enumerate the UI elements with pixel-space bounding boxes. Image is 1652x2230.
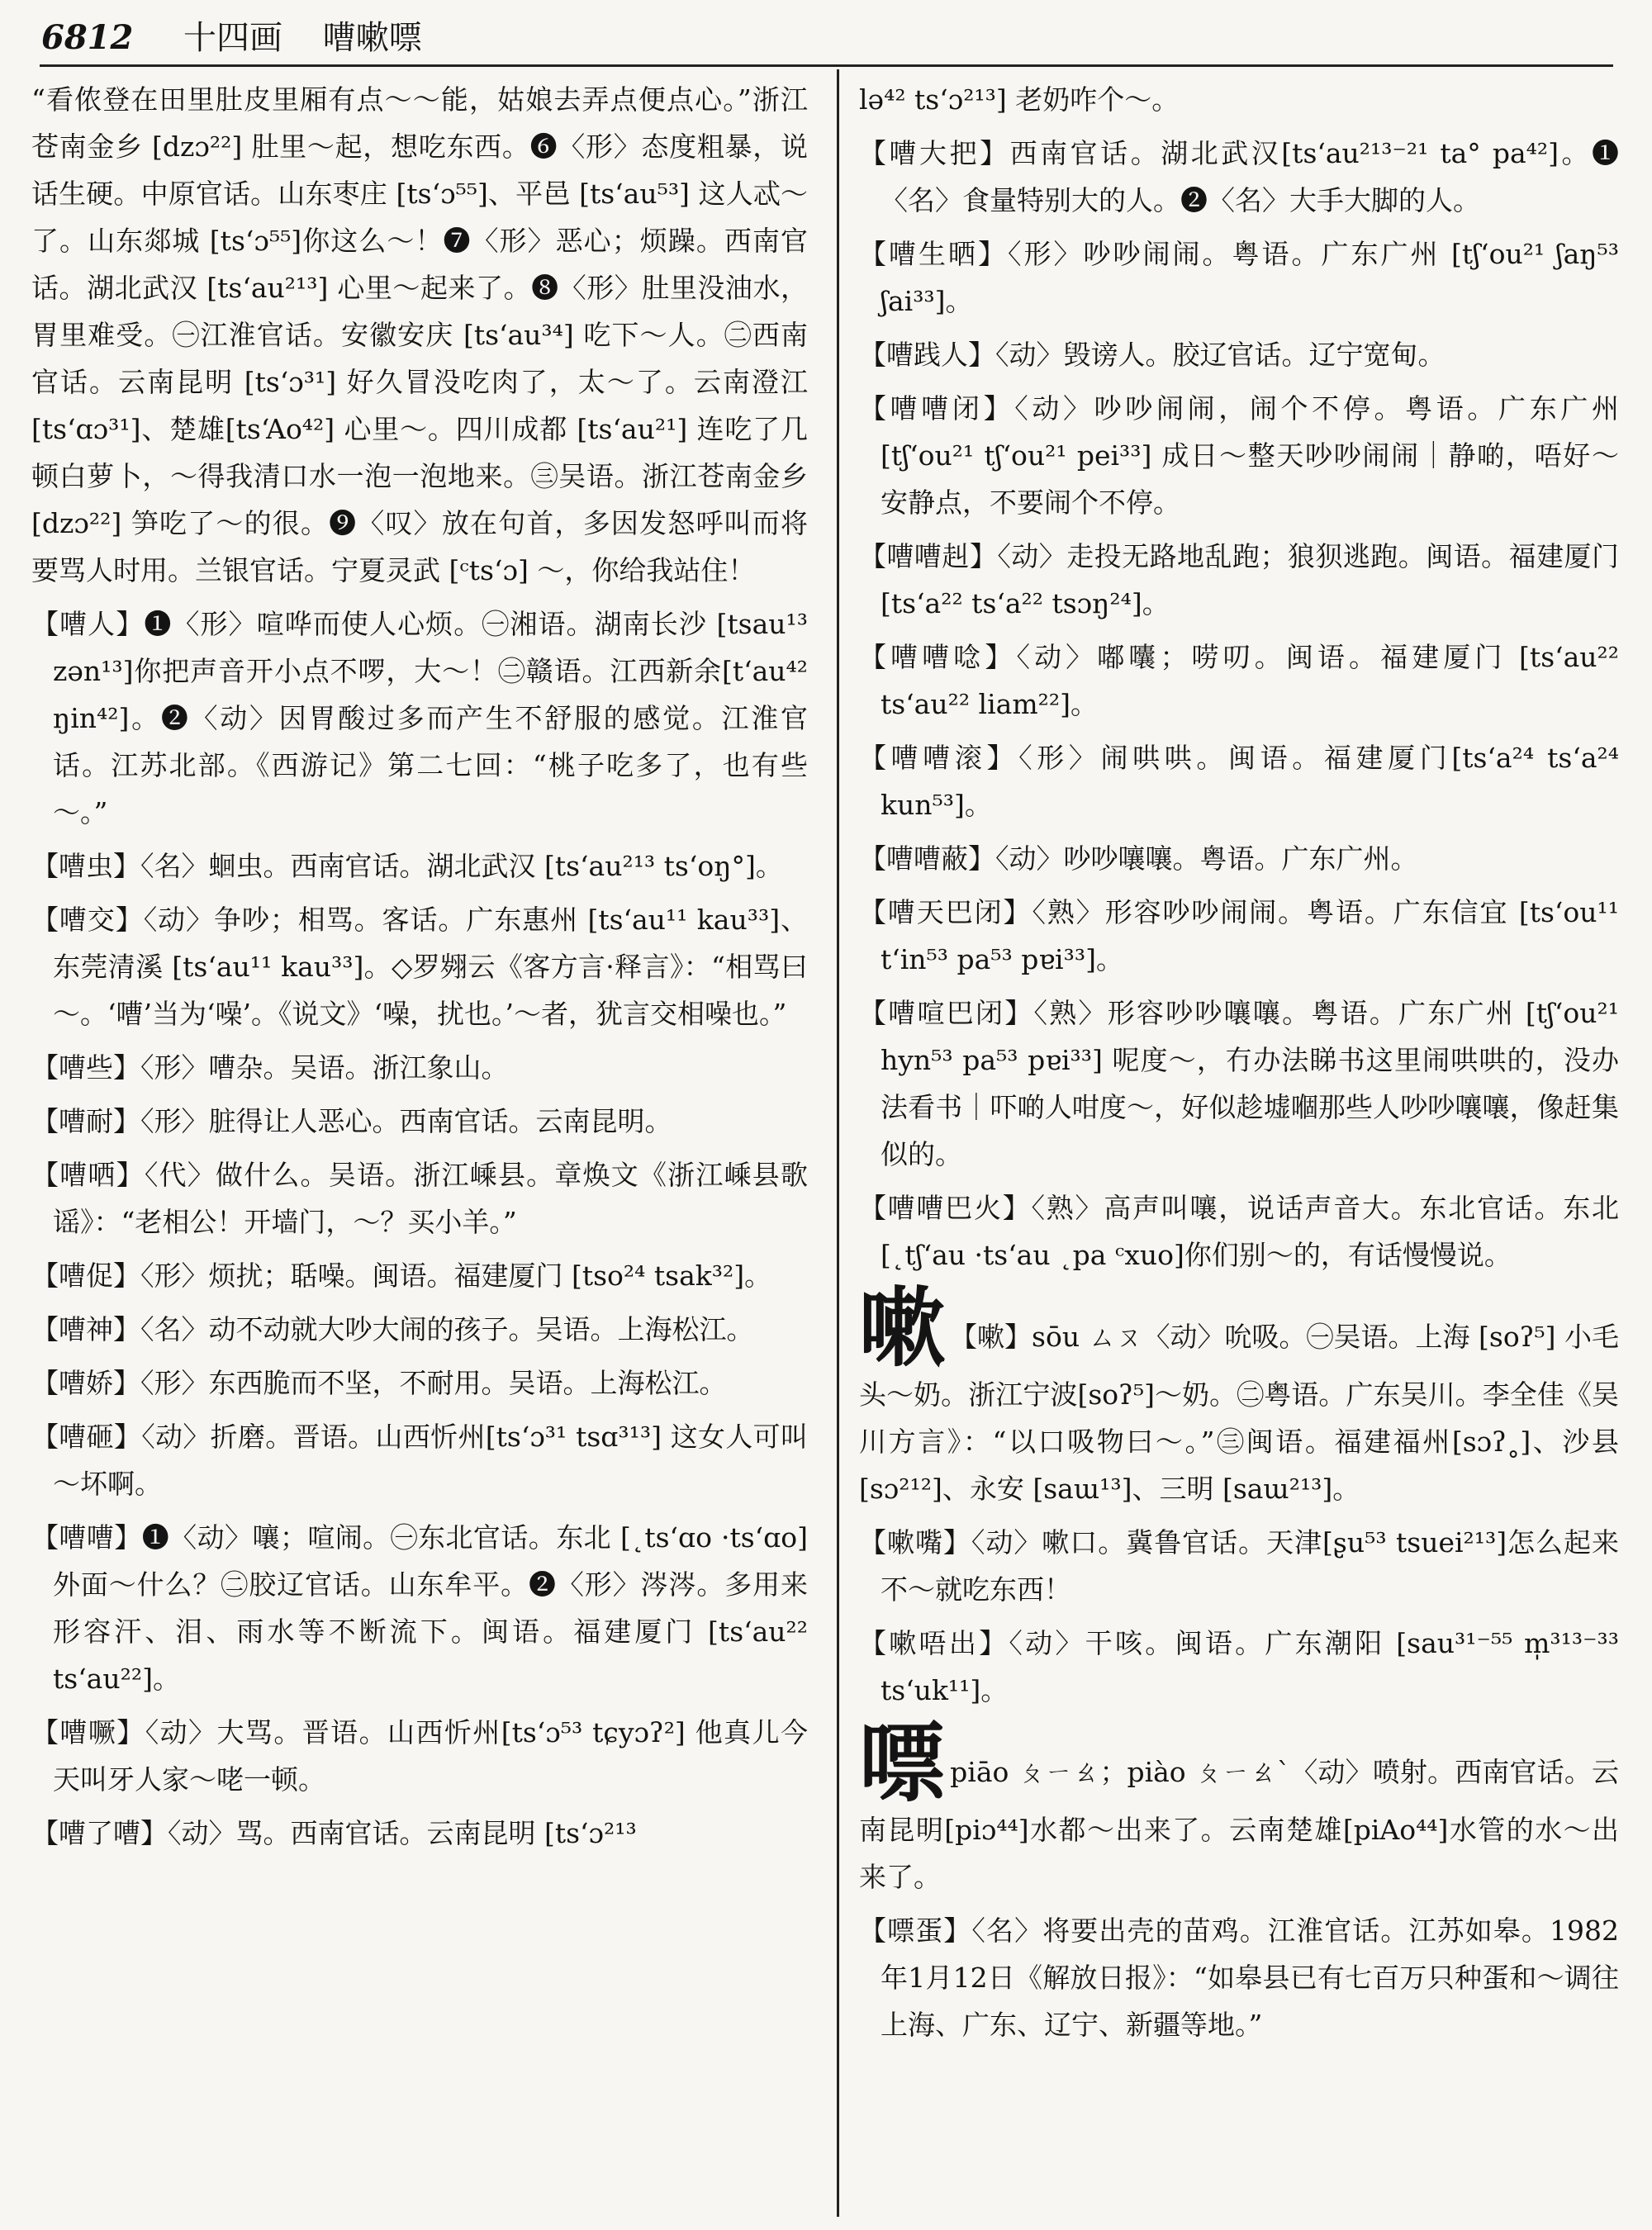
entry-cao-cao-jiu: 【嘈嘈赳】〈动〉走投无路地乱跑；狼狈逃跑。闽语。福建厦门 [tsʻa²² tsʻa²² tsɔŋ²⁴]。 — [859, 540, 1619, 619]
entry-cao-nai: 【嘈耐】〈形〉脏得让人恶心。西南官话。云南昆明。 — [31, 1105, 672, 1137]
entry-cao-da-ba: 【嘈大把】西南官话。湖北武汉[tsʻau²¹³⁻²¹ ta° pa⁴²]。❶〈名〉食量特别大的人。❷〈名〉大手大脚的人。 — [859, 137, 1619, 216]
entry-cao-shen: 【嘈神】〈名〉动不动就大吵大闹的孩子。吴语。上海松江。 — [31, 1313, 754, 1345]
entry-cao-jue: 【嘈噘】〈动〉大骂。晋语。山西忻州[tsʻɔ⁵³ tɕyɔʔ²] 他真儿今天叫牙人家～咾一顿。 — [31, 1716, 808, 1796]
entry-cao-cao: 【嘈嘈】❶〈动〉嚷；喧闹。㊀东北官话。东北 [˛tsʻɑo ·tsʻɑo] 外面～什么？㊁胶辽官话。山东牟平。❷〈形〉涔涔。多用来形容汗、泪、雨水等不断流下。闽语。福建厦门 [tsʻau²² tsʻau²²]。 — [31, 1521, 808, 1695]
right-column — [859, 76, 1619, 2220]
left-column — [31, 76, 808, 2220]
page-number: 6812 — [41, 18, 134, 57]
entry-cao-shen-dai: 【嘈哂】〈代〉做什么。吴语。浙江嵊县。章焕文《浙江嵊县歌谣》：“老相公！开墙门，～？买小羊。” — [31, 1159, 808, 1238]
entry-cao-chong: 【嘈虫】〈名〉蛔虫。西南官话。湖北武汉 [tsʻau²¹³ tsʻoŋ°]。 — [31, 850, 783, 882]
entry-cao-sheng-shai: 【嘈生晒】〈形〉吵吵闹闹。粤语。广东广州 [tʃʻou²¹ ʃaŋ⁵³ ʃai³³]。 — [859, 238, 1619, 317]
entry-cao-za: 【嘈砸】〈动〉折磨。晋语。山西忻州[tsʻɔ³¹ tsɑ³¹³] 这女人可叫～坏啊。 — [31, 1421, 808, 1500]
column-divider — [837, 69, 839, 2217]
entry-cao-cu: 【嘈促】〈形〉烦扰；聒噪。闽语。福建厦门 [tso²⁴ tsak³²]。 — [31, 1260, 772, 1292]
entry-cao-cao-gun: 【嘈嘈滚】〈形〉闹哄哄。闽语。福建厦门[tsʻa²⁴ tsʻa²⁴ kun⁵³]。 — [859, 742, 1619, 821]
entry-continuation: “看侬登在田里肚皮里厢有点～～能，姑娘去弄点便点心。”浙江苍南金乡 [dzɔ²²] 肚里～起，想吃东西。❻〈形〉态度粗暴，说话生硬。中原官话。山东枣庄 [tsʻɔ⁵⁵]、平邑 [tsʻau⁵³] 这人忒～了。山东郯城 [tsʻɔ⁵⁵]你这么～！❼〈形〉恶心；烦躁。西南官话。湖北武汉 [tsʻau²¹³] 心里～起来了。❽〈形〉肚里没油水，胃里难受。㊀江淮官话。安徽安庆 [tsʻau³⁴] 吃下～人。㊁西南官话。云南昆明 [tsʻɔ³¹] 好久冒没吃肉了，太～了。云南澄江[tsʻɑɔ³¹]、楚雄[tsʻAo⁴²] 心里～。四川成都 [tsʻau²¹] 连吃了几顿白萝卜，～得我清口水一泡一泡地来。㊂吴语。浙江苍南金乡 [dzɔ²²] 笋吃了～的很。❾〈叹〉放在句首，多因发怒呼叫而将要骂人时用。兰银官话。宁夏灵武 [ᶜtsʻɔ] ～，你给我站住！ — [31, 83, 808, 586]
entry-cao-jiao2: 【嘈娇】〈形〉东西脆而不坚，不耐用。吴语。上海松江。 — [31, 1367, 727, 1399]
entry-cao-cao-bi2: 【嘈嘈蔽】〈动〉吵吵嚷嚷。粤语。广东广州。 — [859, 842, 1418, 875]
header-characters: 嘈嗽嘌 — [322, 19, 422, 57]
entry-cao-xie: 【嘈些】〈形〉嘈杂。吴语。浙江象山。 — [31, 1051, 509, 1084]
entry-cao-xuan-ba-bi: 【嘈喧巴闭】〈熟〉形容吵吵嚷嚷。粤语。广东广州 [tʃʻou²¹ hyn⁵³ pa⁵³ pɐi³³] 呢度～，冇办法睇书这里闹哄哄的，没办法看书｜吓啲人咁度～，好似趁墟嗰那些人吵吵嚷嚷，像赶集似的。 — [859, 997, 1619, 1170]
entry-cao-cao-bi: 【嘈嘈闭】〈动〉吵吵闹闹，闹个不停。粤语。广东广州 [tʃʻou²¹ tʃʻou²¹ pei³³] 成日～整天吵吵闹闹｜静啲，唔好～安静点，不要闹个不停。 — [859, 392, 1619, 519]
head-entry-piao-text: piāo ㄆㄧㄠ；piào ㄆㄧㄠˋ〈动〉喷射。西南官话。云南昆明[piɔ⁴⁴]水都～出来了。云南楚雄[piAo⁴⁴]水管的水～出来了。 — [859, 1756, 1619, 1893]
entry-cao-tian-ba-bi: 【嘈天巴闭】〈熟〉形容吵吵闹闹。粤语。广东信宜 [tsʻou¹¹ tʻin⁵³ pa⁵³ pɐi³³]。 — [859, 896, 1619, 975]
entry-cao-ren: 【嘈人】❶〈形〉喧哗而使人心烦。㊀湘语。湖南长沙 [tsau¹³ zən¹³]你把声音开小点不啰，大～！㊁赣语。江西新余[tʻau⁴² ŋin⁴²]。❷〈动〉因胃酸过多而产生不舒服的感觉。江淮官话。江苏北部。《西游记》第二七回：“桃子吃多了，也有些～。” — [31, 608, 808, 828]
entry-piao-dan: 【嘌蛋】〈名〉将要出壳的苗鸡。江淮官话。江苏如皋。1982年1月12日《解放日报》：“如皋县已有七百万只种蛋和～调往上海、广东、辽宁、新疆等地。” — [859, 1914, 1619, 2041]
entry-cao-jian-ren: 【嘈践人】〈动〉毁谤人。胶辽官话。辽宁宽甸。 — [859, 339, 1446, 371]
entry-cao-le-cao: 【嘈了嘈】〈动〉骂。西南官话。云南昆明 [tsʻɔ²¹³ — [31, 1817, 637, 1849]
entry-cao-jiao: 【嘈交】〈动〉争吵；相骂。客话。广东惠州 [tsʻau¹¹ kau³³]、东莞清溪 [tsʻau¹¹ kau³³]。◇罗翙云《客方言·释言》：“相骂曰～。‘嘈’当为‘噪’。《说文》‘噪，扰也。’～者，犹言交相噪也。” — [31, 904, 808, 1030]
entry-continuation-right: lə⁴² tsʻɔ²¹³] 老奶咋个～。 — [859, 83, 1180, 116]
entry-cao-cao-ba-huo: 【嘈嘈巴火】〈熟〉高声叫嚷，说话声音大。东北官话。东北[˛tʃʻau ·tsʻau ˛pa ᶜxuo]你们别～的，有话慢慢说。 — [859, 1192, 1619, 1271]
head-character-sou: 嗽 — [859, 1277, 946, 1378]
head-entry-sou-text: 【嗽】sōu ㄙㄡ〈动〉吮吸。㊀吴语。上海 [soʔ⁵] 小毛头～奶。浙江宁波[soʔ⁵]～奶。㊁粤语。广东吴川。李全佳《吴川方言》：“以口吸物曰～。”㊂闽语。福建福州[sɔʔ˳]、沙县 [sɔ²¹²]、永安 [saɯ¹³]、三明 [saɯ²¹³]。 — [859, 1321, 1619, 1505]
stroke-section: 十四画 — [183, 19, 283, 57]
entry-cao-cao-nian: 【嘈嘈唸】〈动〉嘟囔；唠叨。闽语。福建厦门 [tsʻau²² tsʻau²² liam²²]。 — [859, 641, 1619, 720]
head-character-piao: 嘌 — [859, 1712, 946, 1814]
entry-sou-zui: 【嗽嘴】〈动〉嗽口。冀鲁官话。天津[ʂu⁵³ tsuei²¹³]怎么起来不～就吃东西！ — [859, 1526, 1619, 1606]
header-rule — [40, 64, 1613, 67]
page-header — [41, 18, 1611, 58]
head-entry-sou — [859, 1277, 1619, 1512]
entry-sou-wu-chu: 【嗽唔出】〈动〉干咳。闽语。广东潮阳 [sau³¹⁻⁵⁵ m̩³¹³⁻³³ tsʻuk¹¹]。 — [859, 1627, 1619, 1706]
head-entry-piao — [859, 1712, 1619, 1900]
